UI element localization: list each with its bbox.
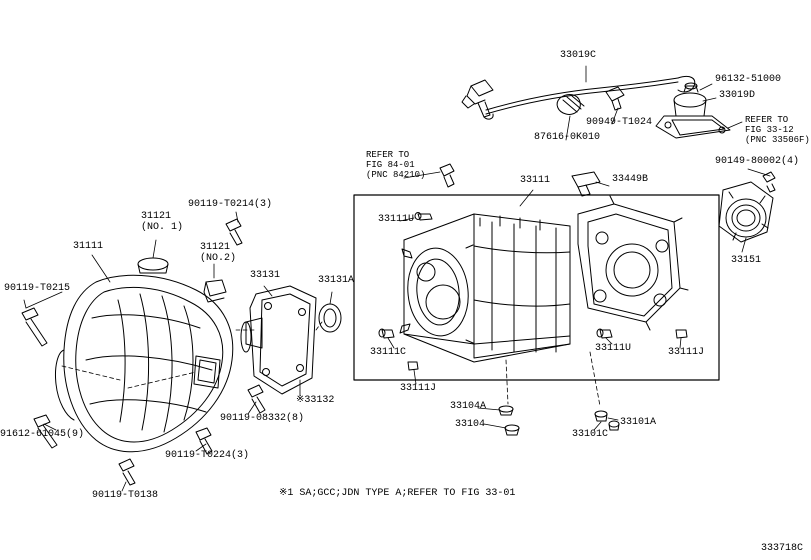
label-33111: 33111 [520,175,551,186]
rear-case-half [578,196,688,330]
label-33131a: 33131A [318,275,355,286]
label-refer-fig-84-01: REFER TO FIG 84-01 (PNC 84210) [366,150,426,180]
extension-housing-seal [719,172,775,242]
label-90149-80002: 90149-80002(4) [715,156,800,167]
diagram-corner-code: 333718C [760,543,803,554]
clutch-housing [55,258,232,452]
label-90119-t0224: 90119-T0224(3) [165,450,250,461]
leader-lines [24,66,770,491]
label-90949-t1024: 90949-T1024 [586,117,653,128]
label-33104a: 33104A [450,401,487,412]
label-31111: 31111 [73,241,104,252]
label-33101c: 33101C [572,429,609,440]
label-33449b: 33449B [612,174,649,185]
transmission-case [400,214,570,362]
label-33019d: 33019D [719,90,756,101]
label-31121-no2: 31121 (NO.2) [200,242,237,264]
front-bearing-retainer [241,286,341,394]
label-33111c: 33111C [370,347,407,358]
label-33131: 33131 [250,270,281,281]
label-90119-08332: 90119-08332(8) [220,413,305,424]
label-90119-t0138: 90119-T0138 [92,490,159,501]
label-33019c: 33019C [560,50,597,61]
label-33111j-right: 33111J [668,347,705,358]
label-33132: ※33132 [296,395,335,406]
label-33104: 33104 [455,419,486,430]
label-90119-t0215: 90119-T0215 [4,283,71,294]
label-33111j-left: 33111J [400,383,437,394]
label-91612-61045: 91612-61045(9) [0,429,85,440]
diagram-footnote: ※1 SA;GCC;JDN TYPE A;REFER TO FIG 33-01 [279,488,516,499]
label-31121-no1: 31121 (NO. 1) [141,211,184,233]
label-33151: 33151 [731,255,762,266]
label-refer-fig-33-12: REFER TO FIG 33-12 (PNC 33506F) [745,115,810,145]
label-96132-51000: 96132-51000 [715,74,782,85]
shift-control-cable-group [462,76,730,138]
label-90119-t0214: 90119-T0214(3) [188,199,273,210]
label-87616-0k010: 87616-0K010 [534,132,601,143]
label-33111u-top: 33111U [378,214,415,225]
label-33111u-right: 33111U [595,343,632,354]
label-33101a: 33101A [620,417,657,428]
